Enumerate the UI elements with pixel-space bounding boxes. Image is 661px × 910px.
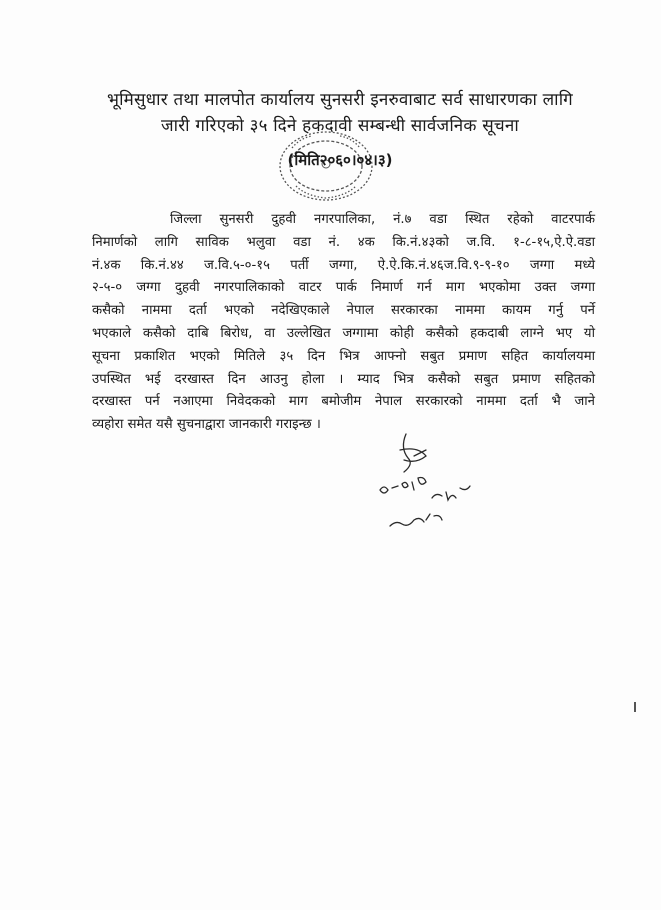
body-line: जिल्ला सुनसरी दुहवी नगरपालिका, नं.७ वडा स्थित रहेको वाटरपार्क	[170, 212, 595, 227]
body-line: दरखास्त पर्न नआएमा निवेदकको माग बमोजीम नेपाल सरकारको नाममा दर्ता भै जाने	[92, 394, 595, 410]
notice-body	[92, 209, 595, 437]
body-line: निमार्णको लागि साविक भलुवा वडा नं. ४क कि.नं.४३को ज.वि. १-८-१५,ऐ.ऐ.वडा	[92, 234, 595, 250]
body-line: कसैको नाममा दर्ता भएको नदेखिएकाले नेपाल सरकारका नाममा कायम गर्नु पर्ने	[92, 303, 595, 319]
body-line: भएकाले कसैको दाबि बिरोध, वा उल्लेखित जग्गामा कोही कसैको हकदाबी लाग्ने भए यो	[92, 325, 595, 341]
notice-date: (मिति२०६०।०४।३)	[287, 151, 393, 169]
notice-title-line-2: जारी गरिएको ३५ दिने हकदावी सम्बन्धी सार्वजनिक सूचना	[161, 116, 519, 136]
handwritten-signature-icon	[360, 428, 500, 538]
body-line: सूचना प्रकाशित भएको मितिले ३५ दिन भित्र आफ्नो सबुत प्रमाण सहित कार्यालयमा	[92, 348, 595, 364]
notice-title-line-1: भूमिसुधार तथा मालपोत कार्यालय सुनसरी इनरुवाबाट सर्व साधारणका लागि	[107, 90, 573, 110]
body-line: २-५-० जग्गा दुहवी नगरपालिकाको वाटर पार्क निमार्ण गर्न माग भएकोमा उक्त जग्गा	[92, 280, 595, 296]
body-line: उपस्थित भई दरखास्त दिन आउनु होला । म्याद भित्र कसैको सबुत प्रमाण सहितको	[92, 371, 595, 387]
body-line: नं.४क कि.नं.४४ ज.वि.५-०-१५ पर्ती जग्गा, ऐ.ऐ.कि.नं.४६ज.वि.९-९-१० जग्गा मध्ये	[92, 257, 595, 273]
body-line: व्यहोरा समेत यसै सुचनाद्वारा जानकारी गराइन्छ ।	[92, 417, 321, 433]
margin-mark	[634, 702, 636, 712]
